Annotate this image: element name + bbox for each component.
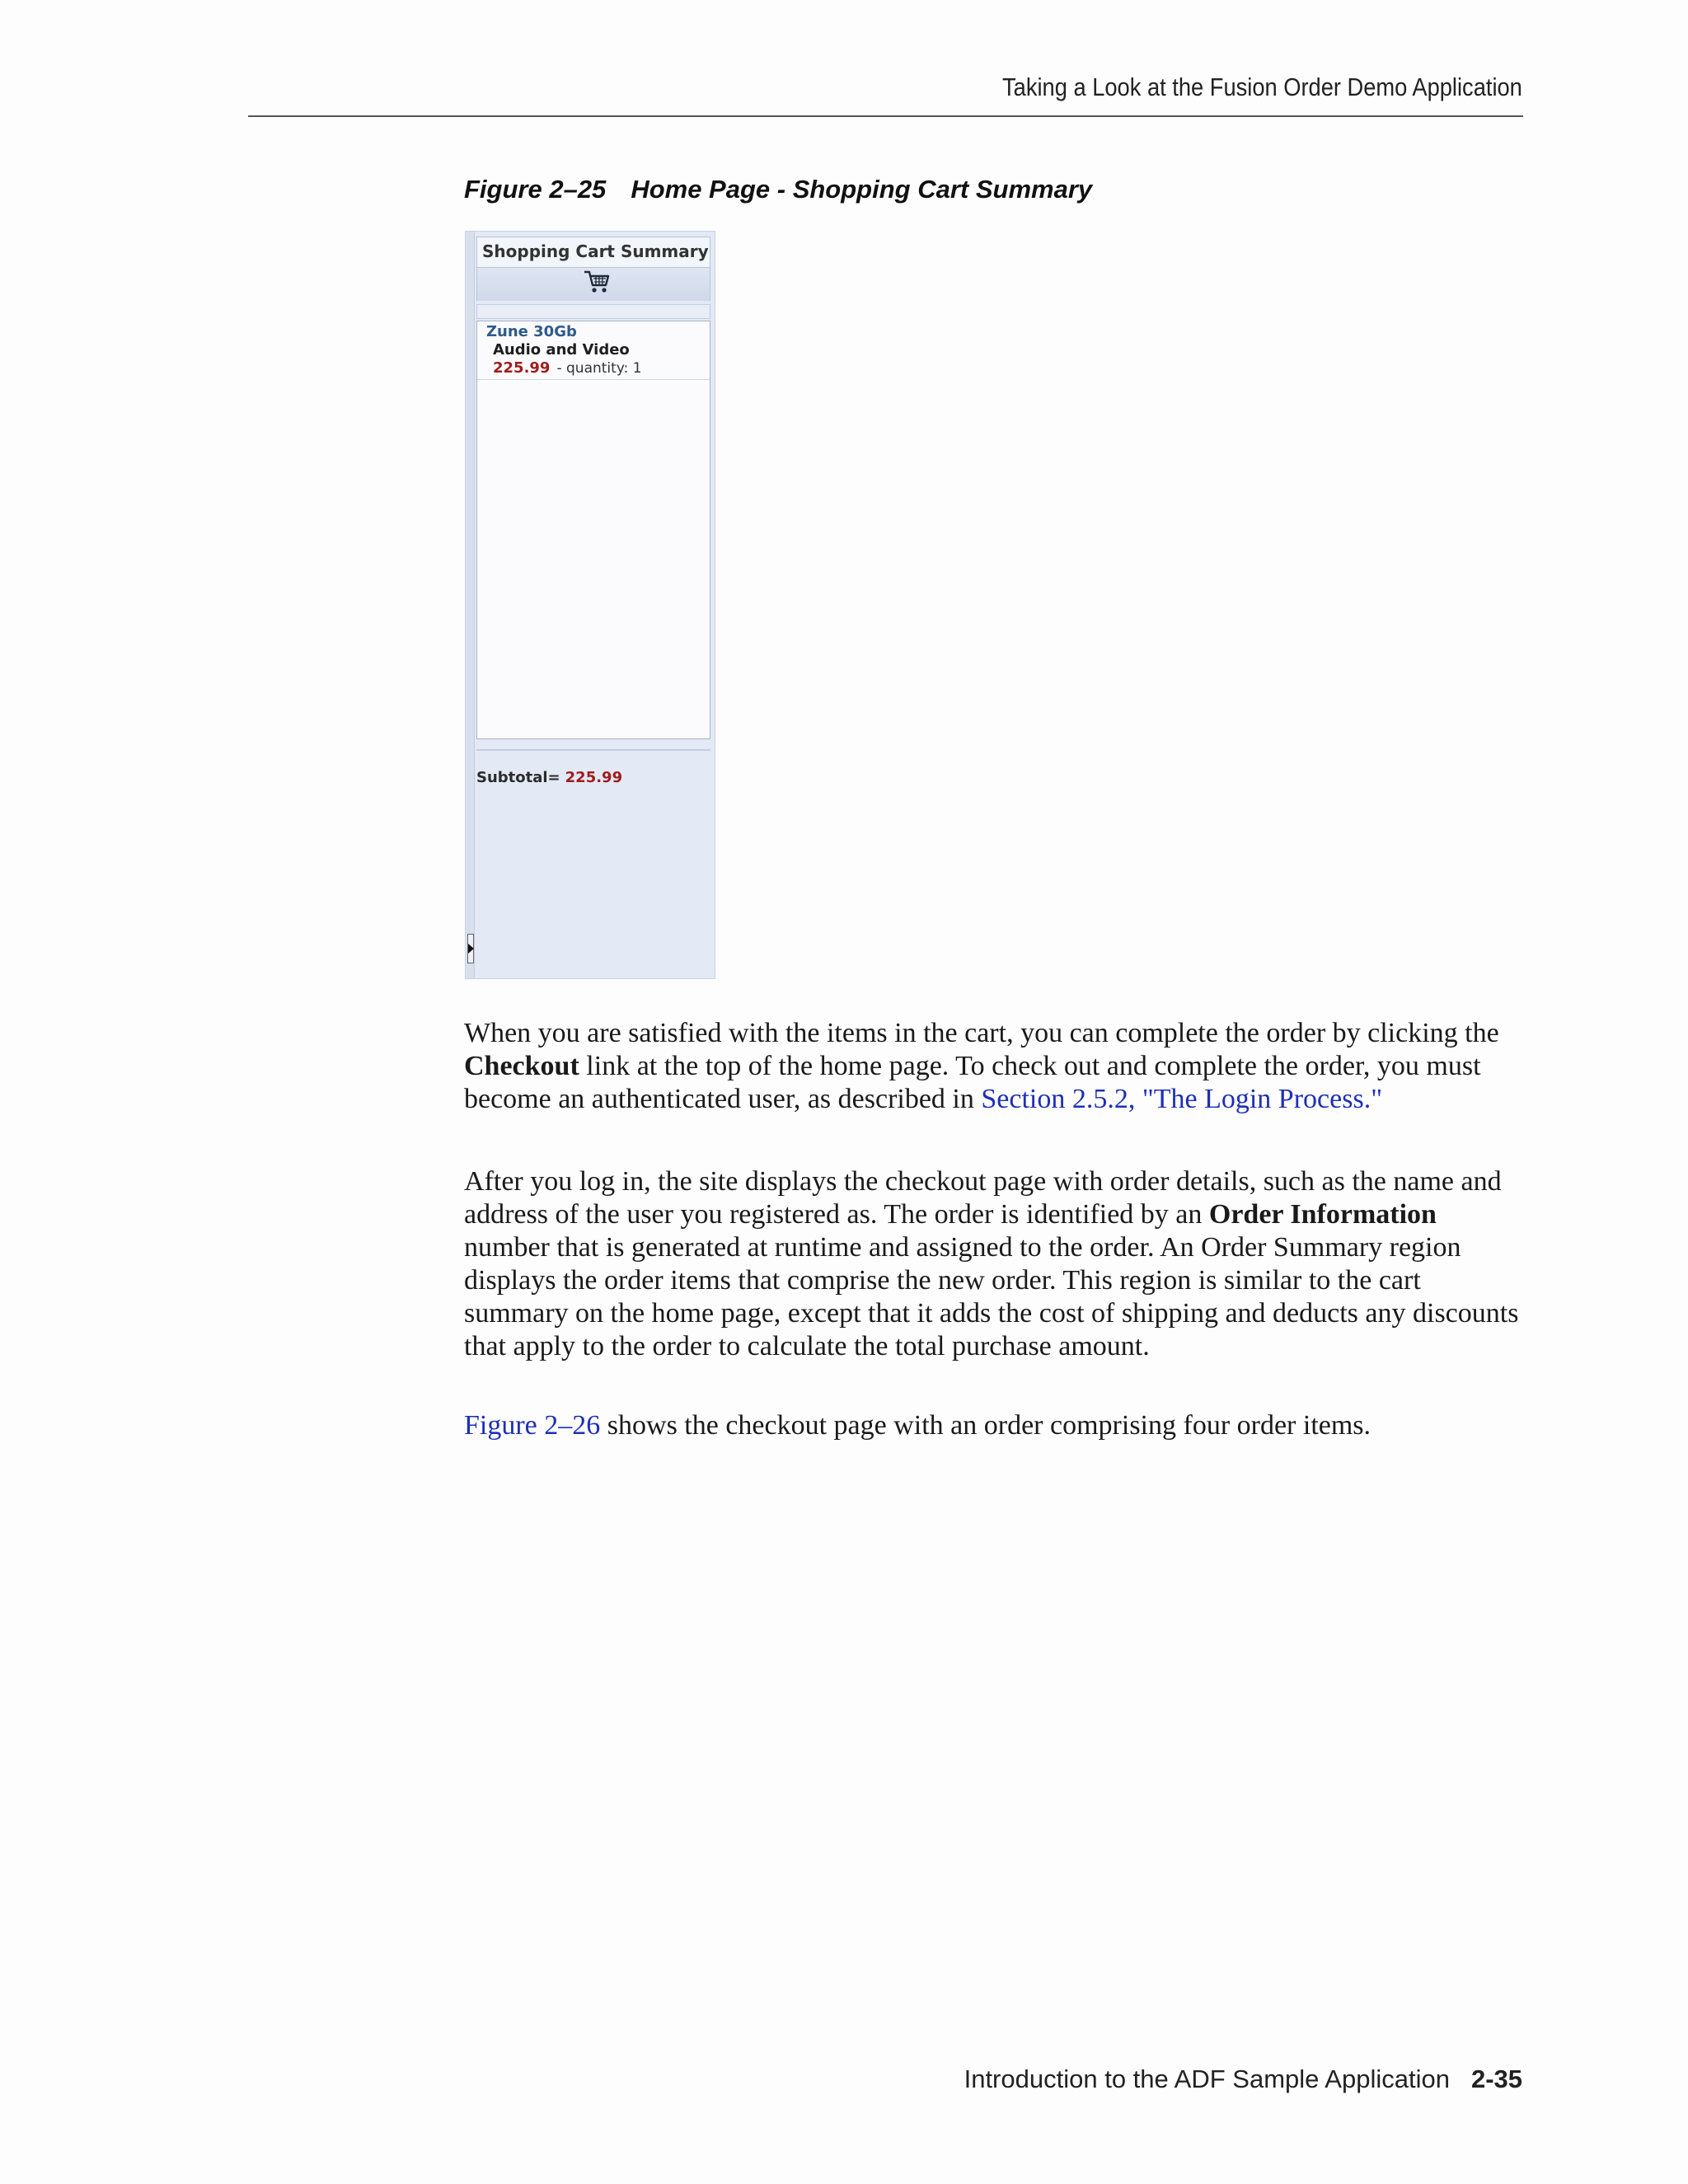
footer-text: Introduction to the ADF Sample Application — [964, 2064, 1450, 2093]
item-quantity: - quantity: 1 — [556, 360, 642, 377]
panel-splitter-strip — [466, 232, 475, 978]
item-price: 225.99 — [493, 359, 551, 377]
running-header: Taking a Look at the Fusion Order Demo Application — [1002, 73, 1522, 101]
p2-text-c: number that is generated at runtime and assigned to the order. An Order Summary region displays the order items that comprise the new order. This region is similar to the cart summary on the home page, except that it adds the cost of shipping and deducts any discounts that apply to the order to calculate the total purchase amount. — [464, 1232, 1519, 1361]
item-price-line — [493, 359, 642, 377]
checkout-term: Checkout — [464, 1051, 579, 1081]
p1-text-c: link at the top of the home page. To check out and complete the order, you must become an authenticated user, as described in — [464, 1051, 1481, 1114]
subtotal-value: 225.99 — [565, 769, 623, 786]
paragraph-checkout — [464, 1017, 1523, 1116]
page-footer — [964, 2064, 1522, 2094]
figure-caption — [464, 175, 1092, 204]
shopping-cart-icon[interactable] — [582, 269, 612, 295]
paragraph-order-details — [464, 1165, 1523, 1363]
order-information-term: Order Information — [1208, 1199, 1437, 1230]
subtotal-divider — [476, 749, 710, 751]
p3-text-b: shows the checkout page with an order comprising four order items. — [600, 1410, 1372, 1441]
figure-number: Figure 2–25 — [464, 175, 607, 204]
item-category: Audio and Video — [493, 341, 630, 359]
header-rule — [248, 115, 1523, 117]
login-process-link[interactable]: Section 2.5.2, "The Login Process." — [981, 1084, 1383, 1114]
figure-title: Home Page - Shopping Cart Summary — [631, 175, 1093, 204]
panel-title: Shopping Cart Summary — [482, 241, 709, 261]
figure-2-26-link[interactable]: Figure 2–26 — [464, 1410, 601, 1441]
shopping-cart-summary-panel — [465, 231, 715, 979]
panel-header — [476, 237, 710, 268]
item-name-link[interactable]: Zune 30Gb — [486, 323, 577, 340]
subtotal-row — [476, 769, 622, 786]
triangle-right-icon[interactable] — [468, 944, 474, 954]
page-number: 2-35 — [1470, 2064, 1522, 2093]
cart-items-list — [476, 321, 710, 739]
paragraph-figure-ref — [464, 1409, 1523, 1442]
separator-band — [476, 304, 710, 319]
p1-text-a: When you are satisfied with the items in the cart, you can complete the order by clicking the — [464, 1018, 1499, 1048]
subtotal-label: Subtotal= — [476, 769, 560, 786]
p2-text-a: After you log in, the site displays the checkout page with order details, such as the name and address of the user you registered as. The order is identified by an — [464, 1166, 1502, 1230]
cart-item — [477, 321, 710, 380]
